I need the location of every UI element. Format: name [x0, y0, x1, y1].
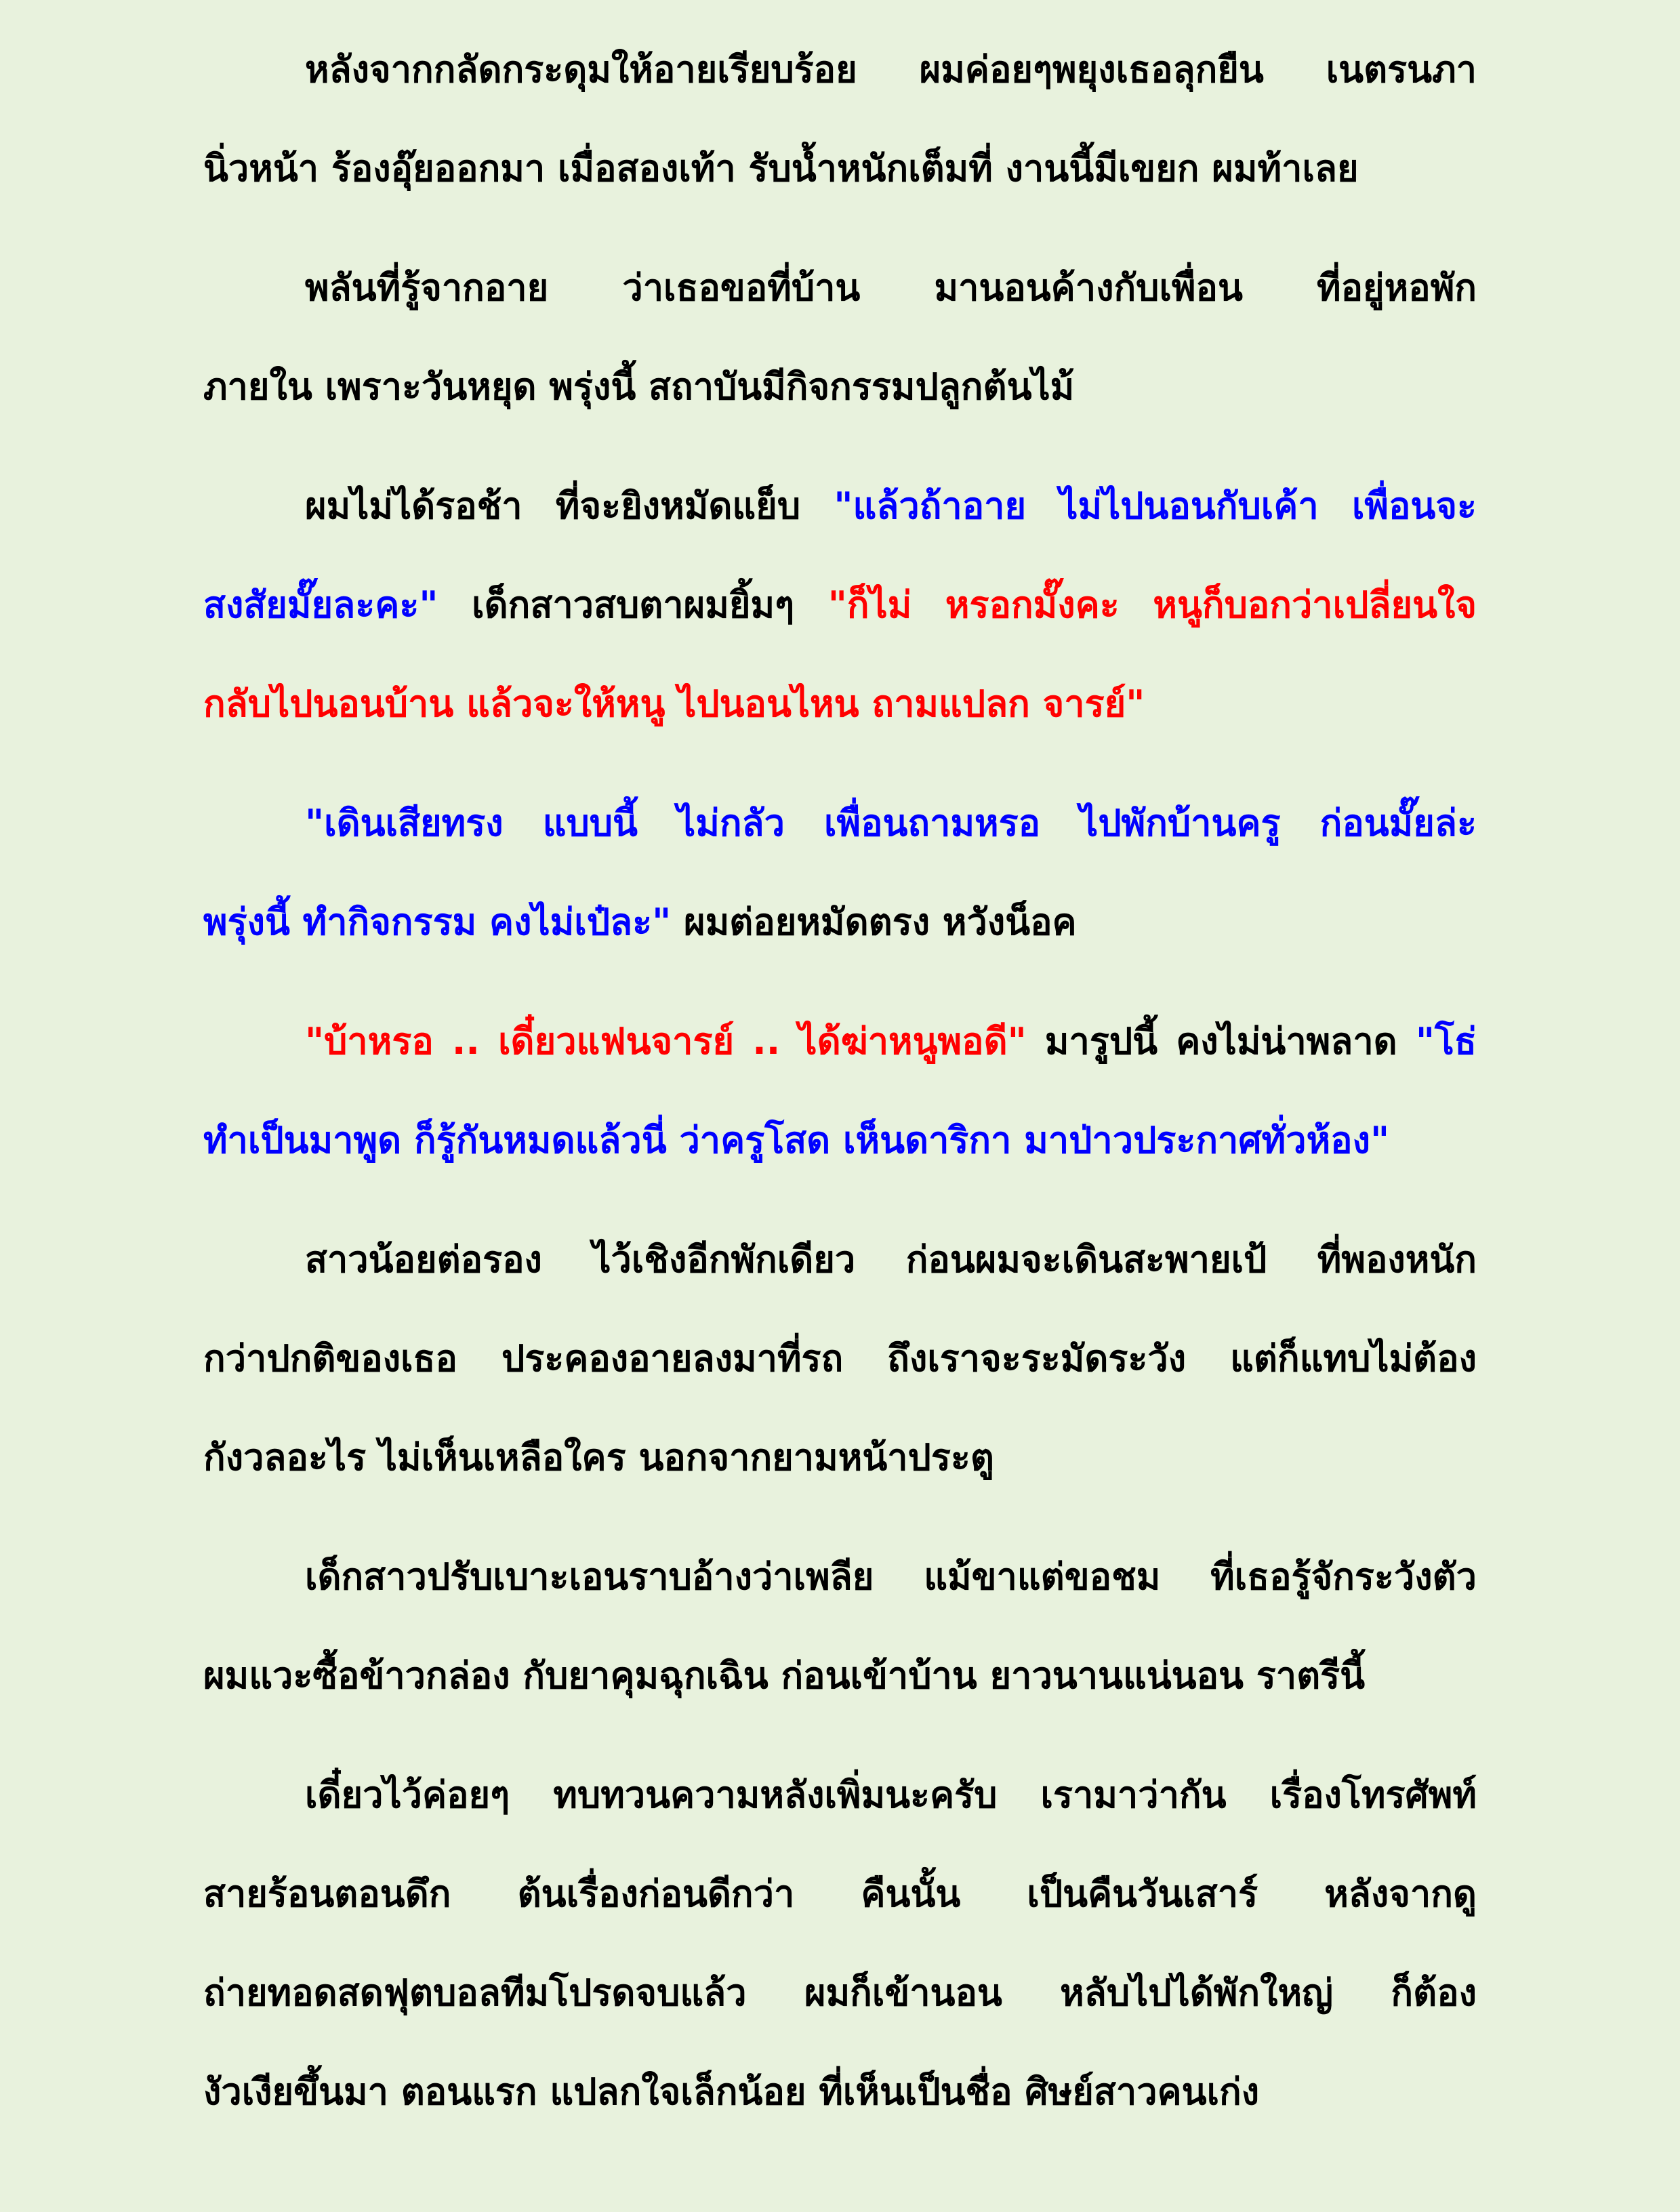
text-segment: พรุ่งนี้ ทำกิจกรรม คงไม่เป๋ละ" [203, 901, 672, 943]
text-segment: สงสัยมั๊ยละคะ" [203, 583, 438, 626]
text-line [203, 1845, 1477, 1944]
text-segment: กว่าปกติของเธอ ประคองอายลงมาที่รถ ถึงเราจะระมัดระวัง แต่ก็แทบไม่ต้อง [203, 1337, 1477, 1380]
text-line [203, 1746, 1477, 1845]
paragraph [203, 1528, 1477, 1725]
paragraph-gap [203, 1725, 1477, 1746]
text-line [203, 457, 1477, 556]
text-segment: ผมไม่ได้รอช้า ที่จะยิงหมัดแย็บ [305, 485, 834, 527]
text-segment: "โธ่ [1415, 1020, 1477, 1063]
text-line [203, 556, 1477, 655]
text-line [203, 1408, 1477, 1507]
text-line [203, 1091, 1477, 1190]
text-line [203, 1944, 1477, 2043]
paragraph-gap [203, 1507, 1477, 1528]
paragraph-gap [203, 436, 1477, 457]
text-line [203, 1309, 1477, 1408]
text-segment: "แล้วถ้าอาย ไม่ไปนอนกับเค้า เพื่อนจะ [834, 485, 1477, 527]
text-segment: เด็กสาวปรับเบาะเอนราบอ้างว่าเพลีย แม้ขาแต่ขอชม ที่เธอรู้จักระวังตัว [305, 1555, 1477, 1598]
text-segment: "เดินเสียทรง แบบนี้ ไม่กลัว เพื่อนถามหรอ ไปพักบ้านครู ก่อนมั๊ยล่ะ [305, 802, 1477, 844]
text-segment: หลังจากกลัดกระดุมให้อายเรียบร้อย ผมค่อยๆพยุงเธอลุกยืน เนตรนภา [305, 48, 1477, 91]
text-segment: ผมต่อยหมัดตรง หวังน็อค [671, 901, 1077, 943]
paragraph-gap [203, 1190, 1477, 1210]
text-segment: สายร้อนตอนดึก ต้นเรื่องก่อนดีกว่า คืนนั้น เป็นคืนวันเสาร์ หลังจากดู [203, 1872, 1477, 1915]
paragraph-gap [203, 754, 1477, 774]
text-segment: ภายใน เพราะวันหยุด พรุ่งนี้ สถาบันมีกิจกรรมปลูกต้นไม้ [203, 365, 1075, 408]
text-segment: ทำเป็นมาพูด ก็รู้กันหมดแล้วนี่ ว่าครูโสด เห็นดาริกา มาป่าวประกาศทั่วห้อง" [203, 1119, 1390, 1162]
paragraph-gap [203, 218, 1477, 239]
text-segment: "ก็ไม่ หรอกมั๊งคะ หนูก็บอกว่าเปลี่ยนใจ [827, 583, 1477, 626]
paragraph [203, 992, 1477, 1190]
paragraph [203, 457, 1477, 754]
text-segment: ถ่ายทอดสดฟุตบอลทีมโปรดจบแล้ว ผมก็เข้านอน หลับไปได้พักใหญ่ ก็ต้อง [203, 1971, 1477, 2014]
paragraph [203, 1746, 1477, 2142]
text-segment: นิ่วหน้า ร้องอุ๊ยออกมา เมื่อสองเท้า รับน้ำหนักเต็มที่ งานนี้มีเขยก ผมท้าเลย [203, 147, 1359, 190]
text-segment: "บ้าหรอ .. เดี๋ยวแฟนจารย์ .. ได้ฆ่าหนูพอดี" [305, 1020, 1027, 1063]
text-segment: กลับไปนอนบ้าน แล้วจะให้หนู ไปนอนไหน ถามแปลก จารย์" [203, 682, 1145, 725]
paragraph [203, 774, 1477, 972]
text-segment: กังวลอะไร ไม่เห็นเหลือใคร นอกจากยามหน้าประตู [203, 1436, 994, 1479]
text-line [203, 1626, 1477, 1725]
text-line [203, 337, 1477, 436]
text-line [203, 1210, 1477, 1309]
paragraph-gap [203, 972, 1477, 992]
text-segment: สาวน้อยต่อรอง ไว้เชิงอีกพักเดียว ก่อนผมจะเดินสะพายเป้ ที่พองหนัก [305, 1238, 1477, 1281]
text-line [203, 119, 1477, 218]
text-segment: มารูปนี้ คงไม่น่าพลาด [1026, 1020, 1416, 1063]
text-line [203, 655, 1477, 754]
paragraph [203, 1210, 1477, 1507]
text-line [203, 239, 1477, 337]
text-segment: งัวเงียขึ้นมา ตอนแรก แปลกใจเล็กน้อย ที่เห็นเป็นชื่อ ศิษย์สาวคนเก่ง [203, 2070, 1260, 2113]
text-line [203, 873, 1477, 972]
text-line [203, 992, 1477, 1091]
text-segment: ผมแวะซื้อข้าวกล่อง กับยาคุมฉุกเฉิน ก่อนเข้าบ้าน ยาวนานแน่นอน ราตรีนี้ [203, 1654, 1366, 1697]
text-segment: พลันที่รู้จากอาย ว่าเธอขอที่บ้าน มานอนค้างกับเพื่อน ที่อยู่หอพัก [305, 266, 1477, 309]
text-line [203, 1528, 1477, 1626]
text-segment: เด็กสาวสบตาผมยิ้มๆ [438, 583, 828, 626]
text-line [203, 2043, 1477, 2142]
text-segment: เดี๋ยวไว้ค่อยๆ ทบทวนความหลังเพิ่มนะครับ เรามาว่ากัน เรื่องโทรศัพท์ [305, 1774, 1477, 1816]
text-line [203, 20, 1477, 119]
paragraph [203, 20, 1477, 218]
text-line [203, 774, 1477, 873]
paragraph [203, 239, 1477, 436]
